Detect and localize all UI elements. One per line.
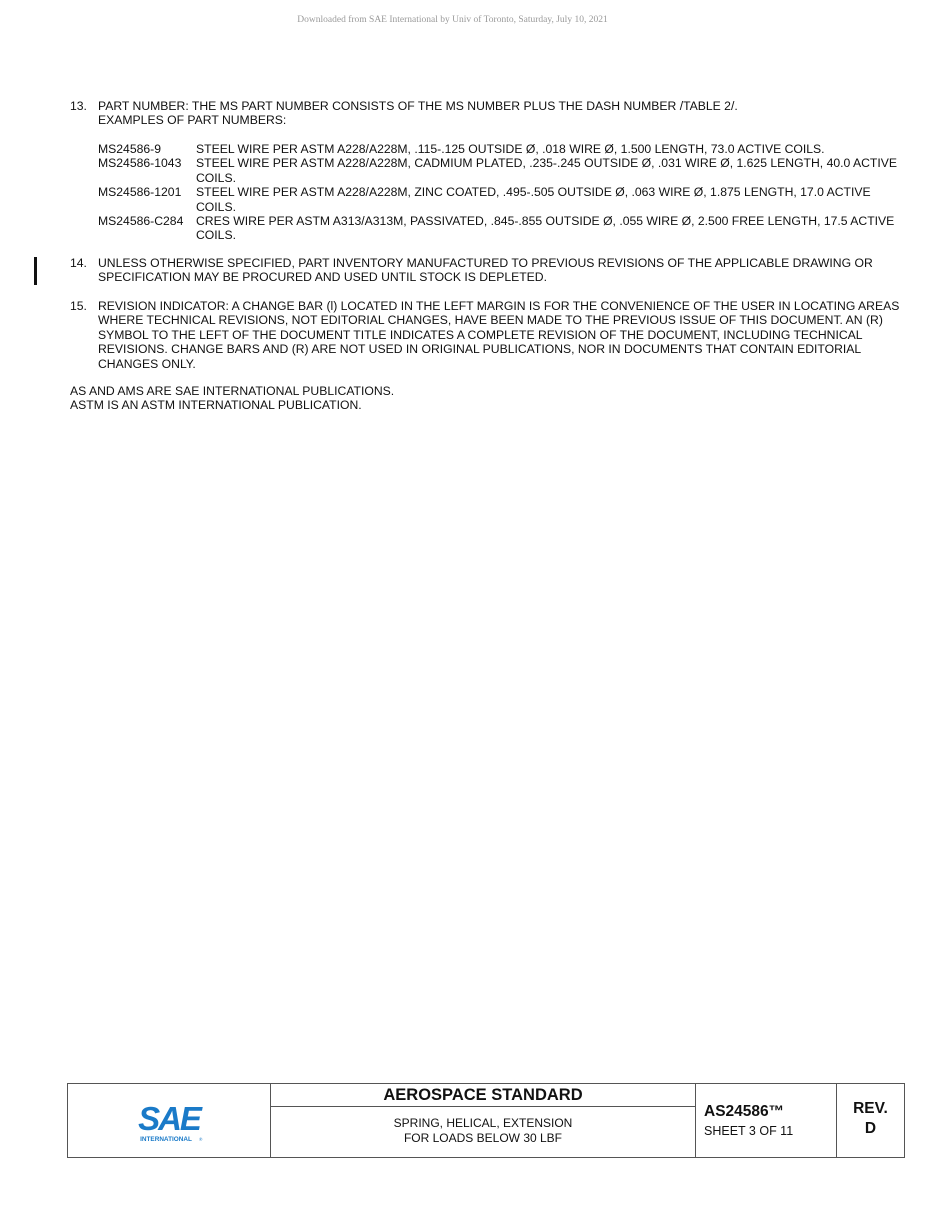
note-14 bbox=[70, 256, 900, 285]
example-description: STEEL WIRE PER ASTM A228/A228M, CADMIUM PLATED, .235-.245 OUTSIDE Ø, .031 WIRE Ø, 1.625 LENGTH, 40.0 ACTIVE COILS. bbox=[196, 156, 898, 185]
title-block bbox=[67, 1083, 905, 1158]
revision-cell bbox=[837, 1084, 904, 1157]
publications-statement bbox=[70, 384, 394, 413]
publication-line: ASTM IS AN ASTM INTERNATIONAL PUBLICATION. bbox=[70, 398, 362, 413]
title-line: FOR LOADS BELOW 30 LBF bbox=[403, 1131, 563, 1145]
note-text: UNLESS OTHERWISE SPECIFIED, PART INVENTORY MANUFACTURED TO PREVIOUS REVISIONS OF THE APPLICABLE DRAWING OR SPECIFICATION MAY BE PROCURED AND USED UNTIL STOCK IS DEPLETED. bbox=[98, 256, 873, 285]
note-number: 15. bbox=[70, 299, 87, 313]
revision-value: D bbox=[864, 1120, 877, 1137]
example-part-number: MS24586-1201 bbox=[98, 185, 182, 200]
document-title bbox=[271, 1107, 695, 1157]
svg-text:INTERNATIONAL: INTERNATIONAL bbox=[140, 1135, 192, 1143]
example-part-number: MS24586-C284 bbox=[98, 214, 184, 229]
example-part-number: MS24586-1043 bbox=[98, 156, 182, 171]
note-13 bbox=[70, 99, 900, 128]
document-number-cell bbox=[696, 1084, 837, 1157]
example-part-number: MS24586-9 bbox=[98, 142, 162, 156]
note-number: 14. bbox=[70, 256, 87, 270]
sae-logo bbox=[68, 1084, 271, 1157]
example-description: STEEL WIRE PER ASTM A228/A228M, .115-.125 OUTSIDE Ø, .018 WIRE Ø, 1.500 LENGTH, 73.0 ACTIVE COILS. bbox=[196, 142, 825, 156]
example-description: STEEL WIRE PER ASTM A228/A228M, ZINC COATED, .495-.505 OUTSIDE Ø, .063 WIRE Ø, 1.875 LENGTH, 17.0 ACTIVE COILS. bbox=[196, 185, 871, 214]
note-text: PART NUMBER: THE MS PART NUMBER CONSISTS OF THE MS NUMBER PLUS THE DASH NUMBER /TABLE 2/. bbox=[98, 99, 738, 113]
note-number: 13. bbox=[70, 99, 87, 113]
standard-type: AEROSPACE STANDARD bbox=[271, 1084, 695, 1107]
note-15 bbox=[70, 299, 900, 371]
example-row bbox=[98, 185, 898, 214]
sae-logo-icon bbox=[129, 1098, 209, 1144]
example-description: CRES WIRE PER ASTM A313/A313M, PASSIVATED, .845-.855 OUTSIDE Ø, .055 WIRE Ø, 2.500 FREE LENGTH, 17.5 ACTIVE COILS. bbox=[196, 214, 895, 243]
examples-heading: EXAMPLES OF PART NUMBERS: bbox=[98, 113, 287, 128]
part-number-examples bbox=[98, 142, 898, 243]
example-row bbox=[98, 214, 898, 243]
example-row bbox=[98, 156, 898, 185]
sheet-number: SHEET 3 OF 11 bbox=[704, 1124, 794, 1138]
document-number: AS24586™ bbox=[704, 1103, 785, 1120]
revision-label: REV. bbox=[853, 1100, 888, 1117]
title-cell bbox=[271, 1084, 696, 1157]
revision-change-bar bbox=[34, 257, 37, 285]
publication-line: AS AND AMS ARE SAE INTERNATIONAL PUBLICATIONS. bbox=[70, 384, 395, 398]
svg-text:SAE: SAE bbox=[138, 1099, 200, 1137]
example-row bbox=[98, 142, 898, 156]
download-watermark: Downloaded from SAE International by Univ of Toronto, Saturday, July 10, 2021 bbox=[297, 15, 608, 25]
svg-text:®: ® bbox=[199, 1136, 203, 1142]
note-text: REVISION INDICATOR: A CHANGE BAR (l) LOCATED IN THE LEFT MARGIN IS FOR THE CONVENIENCE OF THE USER IN LOCATING AREAS WHERE TECHNICAL REVISIONS, NOT EDITORIAL CHANGES, HAVE BEEN MADE TO THE PREVIOUS ISSUE OF THIS DOCUMENT. AN (R) SYMBOL TO THE LEFT OF THE DOCUMENT TITLE INDICATES A COMPLETE REVISION OF THE DOCUMENT, INCLUDING TECHNICAL REVISIONS. CHANGE BARS AND (R) ARE NOT USED IN ORIGINAL PUBLICATIONS, NOR IN DOCUMENTS THAT CONTAIN EDITORIAL CHANGES ONLY. bbox=[98, 299, 900, 371]
title-line: SPRING, HELICAL, EXTENSION bbox=[393, 1116, 573, 1130]
